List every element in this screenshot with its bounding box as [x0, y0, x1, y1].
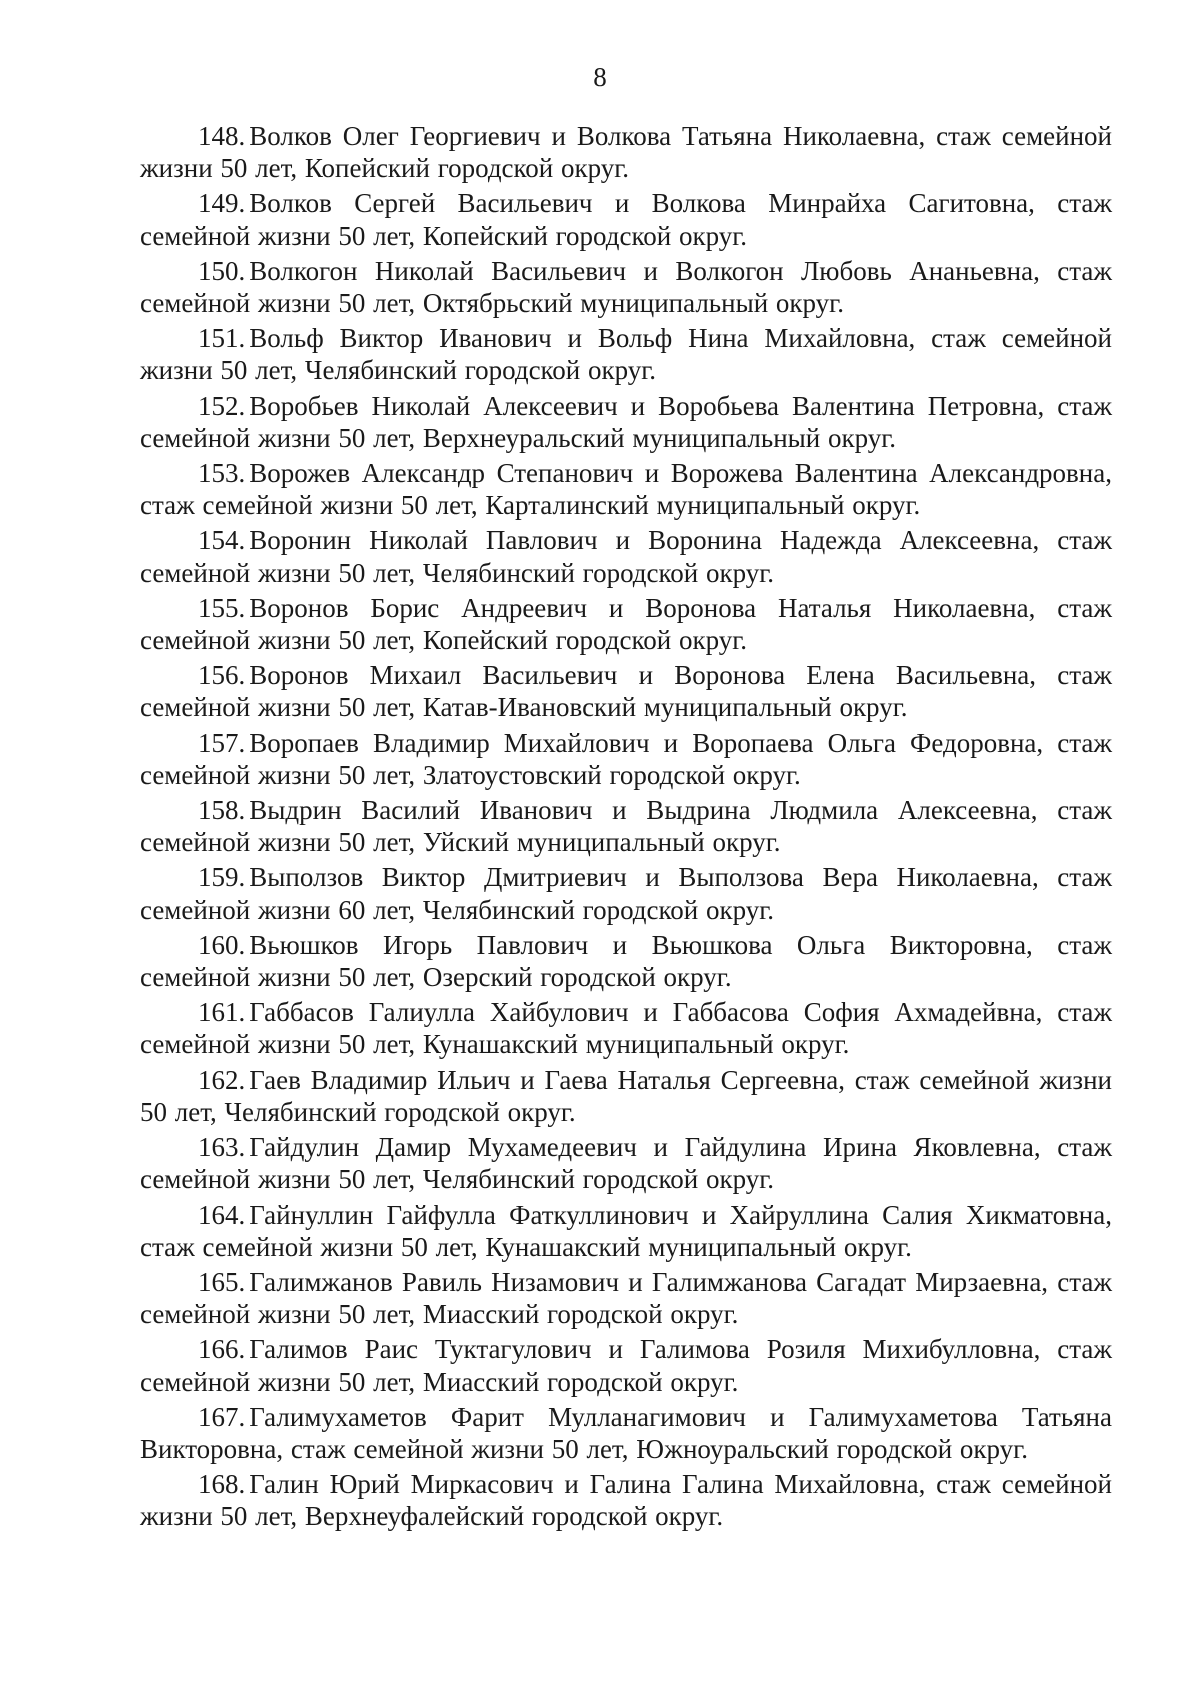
entry-text: Вьюшков Игорь Павлович и Вьюшкова Ольга Викторовна, стаж семейной жизни 50 лет, Озерский городской округ.	[140, 929, 1112, 993]
list-item	[140, 255, 1112, 319]
entry-number: 157.	[198, 727, 246, 758]
list-item	[140, 861, 1112, 925]
list-item	[140, 457, 1112, 521]
entry-number: 153.	[198, 458, 246, 489]
list-item	[140, 187, 1112, 251]
list-item	[140, 1266, 1112, 1330]
entry-text: Волков Сергей Васильевич и Волкова Минрайха Сагитовна, стаж семейной жизни 50 лет, Копейский городской округ.	[140, 188, 1112, 251]
entry-number: 160.	[198, 929, 246, 960]
entry-text: Воронов Михаил Васильевич и Воронова Елена Васильевна, стаж семейной жизни 50 лет, Катав-Ивановский муниципальный округ.	[140, 660, 1112, 723]
entry-text: Воронов Борис Андреевич и Воронова Наталья Николаевна, стаж семейной жизни 50 лет, Копейский городской округ.	[140, 592, 1112, 656]
list-item	[140, 524, 1112, 588]
entry-text: Ворожев Александр Степанович и Ворожева Валентина Александровна, стаж семейной жизни 50 лет, Карталинский муниципальный округ.	[140, 458, 1112, 521]
entry-text: Гайнуллин Гайфулла Фаткуллинович и Хайруллина Салия Хикматовна, стаж семейной жизни 50 лет, Кунашакский муниципальный округ.	[140, 1199, 1112, 1262]
entry-text: Габбасов Галиулла Хайбулович и Габбасова София Ахмадейвна, стаж семейной жизни 50 лет, Кунашакский муниципальный округ.	[140, 997, 1112, 1060]
list-item	[140, 659, 1112, 723]
list-item	[140, 1401, 1112, 1465]
entry-text: Гайдулин Дамир Мухамедеевич и Гайдулина Ирина Яковлевна, стаж семейной жизни 50 лет, Челябинский городской округ.	[140, 1132, 1112, 1195]
entry-text: Галимов Раис Туктагулович и Галимова Розиля Михибулловна, стаж семейной жизни 50 лет, Миасский городской округ.	[140, 1334, 1112, 1397]
entry-text: Галимухаметов Фарит Мулланагимович и Галимухаметова Татьяна Викторовна, стаж семейной жизни 50 лет, Южноуральский городской округ.	[140, 1401, 1112, 1464]
entry-number: 158.	[198, 795, 246, 826]
list-item	[140, 727, 1112, 791]
list-item	[140, 1333, 1112, 1397]
entry-number: 159.	[198, 862, 246, 893]
entry-number: 148.	[198, 121, 246, 151]
entry-number: 150.	[198, 255, 246, 286]
entry-number: 167.	[198, 1401, 246, 1432]
entry-text: Воропаев Владимир Михайлович и Воропаева Ольга Федоровна, стаж семейной жизни 50 лет, Златоустовский городской округ.	[140, 727, 1112, 790]
entry-number: 151.	[198, 323, 246, 354]
list-item	[140, 592, 1112, 656]
entry-text: Гаев Владимир Ильич и Гаева Наталья Сергеевна, стаж семейной жизни 50 лет, Челябинский городской округ.	[140, 1064, 1112, 1127]
entry-number: 154.	[198, 525, 246, 556]
entry-number: 162.	[198, 1064, 246, 1095]
entry-number: 168.	[198, 1469, 246, 1500]
entry-text: Воронин Николай Павлович и Воронина Надежда Алексеевна, стаж семейной жизни 50 лет, Челябинский городской округ.	[140, 525, 1112, 588]
page-number: 8	[593, 62, 607, 92]
list-item	[140, 322, 1112, 386]
list-item	[140, 1064, 1112, 1128]
entry-number: 156.	[198, 660, 246, 691]
list-item	[140, 996, 1112, 1060]
list-item	[140, 120, 1112, 184]
list-item	[140, 1199, 1112, 1263]
entry-list	[140, 120, 1112, 1536]
entry-number: 155.	[198, 592, 246, 623]
list-item	[140, 390, 1112, 454]
entry-text: Галимжанов Равиль Низамович и Галимжанова Сагадат Мирзаевна, стаж семейной жизни 50 лет, Миасский городской округ.	[140, 1266, 1112, 1330]
entry-number: 164.	[198, 1199, 246, 1230]
entry-text: Галин Юрий Миркасович и Галина Галина Михайловна, стаж семейной жизни 50 лет, Верхнеуфалейский городской округ.	[140, 1469, 1112, 1532]
list-item	[140, 929, 1112, 993]
entry-number: 163.	[198, 1132, 246, 1163]
list-item	[140, 1131, 1112, 1195]
entry-text: Воробьев Николай Алексеевич и Воробьева Валентина Петровна, стаж семейной жизни 50 лет, Верхнеуральский муниципальный округ.	[140, 390, 1112, 453]
entry-text: Волков Олег Георгиевич и Волкова Татьяна Николаевна, стаж семейной жизни 50 лет, Копейский городской округ.	[140, 121, 1112, 184]
entry-number: 166.	[198, 1334, 246, 1365]
entry-text: Выползов Виктор Дмитриевич и Выползова Вера Николаевна, стаж семейной жизни 60 лет, Челябинский городской округ.	[140, 862, 1112, 925]
entry-number: 149.	[198, 188, 246, 219]
entry-text: Вольф Виктор Иванович и Вольф Нина Михайловна, стаж семейной жизни 50 лет, Челябинский городской округ.	[140, 323, 1112, 386]
entry-number: 152.	[198, 390, 246, 421]
list-item	[140, 794, 1112, 858]
entry-text: Выдрин Василий Иванович и Выдрина Людмила Алексеевна, стаж семейной жизни 50 лет, Уйский муниципальный округ.	[140, 795, 1112, 858]
entry-number: 165.	[198, 1266, 246, 1297]
entry-text: Волкогон Николай Васильевич и Волкогон Любовь Ананьевна, стаж семейной жизни 50 лет, Октябрьский муниципальный округ.	[140, 255, 1112, 319]
entry-number: 161.	[198, 997, 246, 1028]
list-item	[140, 1468, 1112, 1532]
